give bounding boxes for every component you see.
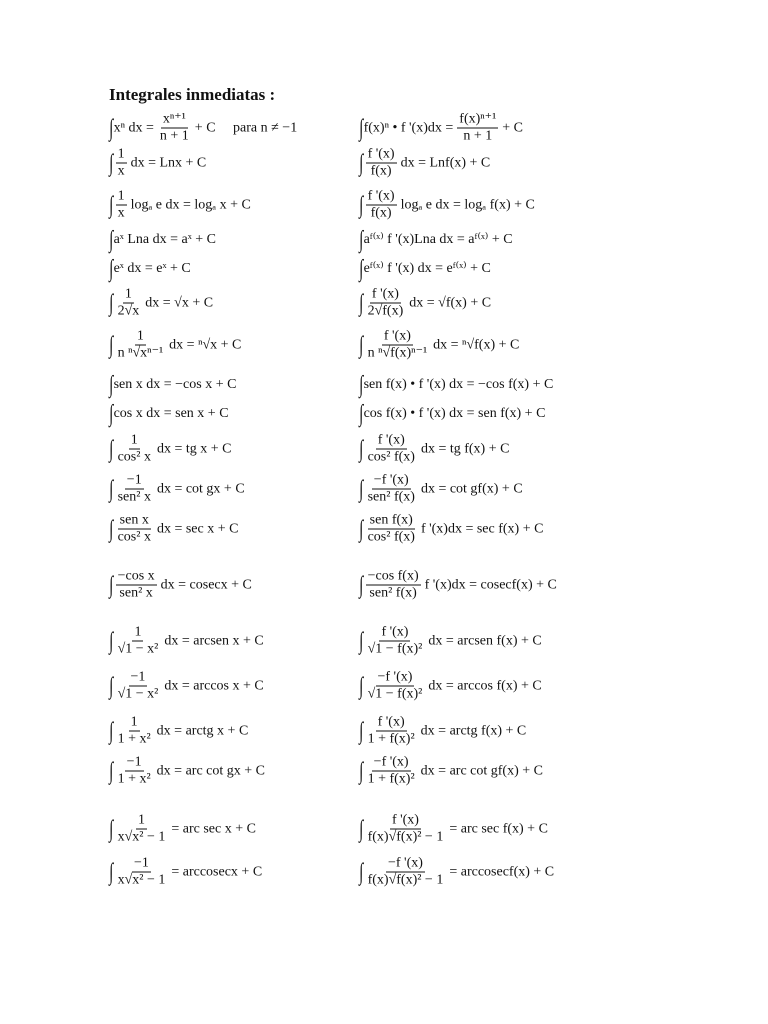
formula [110, 715, 248, 748]
formula [360, 373, 553, 397]
fraction-denominator: f(x) [370, 163, 392, 179]
fraction-numerator: −1 [126, 472, 142, 488]
formula [360, 287, 491, 320]
fraction [366, 189, 397, 222]
fraction [116, 856, 168, 889]
formula [110, 569, 252, 602]
integral-sign-icon: ∫ [109, 227, 114, 253]
fraction-numerator: f '(x) [391, 812, 419, 828]
formula-text: cos x dx = sen x + C [113, 406, 229, 421]
formula [360, 402, 545, 426]
integral-sign-icon: ∫ [109, 192, 114, 218]
fraction-denominator: √1 − x² [117, 641, 159, 657]
formula-result: dx = Lnx + C [130, 155, 207, 170]
fraction [366, 856, 446, 889]
formula-result: dx = arctg x + C [156, 723, 249, 738]
formula-text: cos f(x) • f '(x) dx = sen f(x) + C [363, 406, 546, 421]
formula [360, 755, 543, 788]
integral-sign-icon: ∫ [359, 516, 364, 542]
fraction-denominator: 2√f(x) [367, 303, 404, 319]
integral-sign-icon: ∫ [109, 436, 114, 462]
fraction [366, 755, 417, 788]
fraction-numerator: 1 [130, 714, 138, 730]
fraction [116, 569, 157, 602]
fraction-numerator: f '(x) [383, 328, 411, 344]
integral-sign-icon: ∫ [109, 816, 114, 842]
formula-text: sen f(x) • f '(x) dx = −cos f(x) + C [363, 377, 554, 392]
fraction-denominator: 1 + x² [117, 771, 151, 787]
integral-sign-icon: ∫ [109, 290, 114, 316]
fraction [366, 813, 446, 846]
integral-sign-icon: ∫ [359, 192, 364, 218]
fraction [366, 287, 406, 320]
fraction-denominator: sen² f(x) [369, 585, 417, 601]
integral-sign-icon: ∫ [359, 859, 364, 885]
fraction [116, 287, 142, 320]
fraction-numerator: −f '(x) [373, 754, 409, 770]
fraction-denominator: √1 − f(x)² [367, 641, 423, 657]
fraction-numerator: 1 [117, 188, 125, 204]
formula [110, 112, 297, 145]
page-title: Integrales inmediatas : [109, 85, 276, 104]
formula-text: f(x)ⁿ • f '(x)dx = [363, 120, 454, 135]
formula-result: dx = arccos f(x) + C [428, 678, 542, 693]
formula [110, 147, 206, 180]
formula-row [109, 512, 239, 562]
fraction-numerator: sen x [119, 512, 149, 528]
formula-result: + C para n ≠ −1 [194, 120, 298, 135]
integral-sign-icon: ∫ [359, 332, 364, 358]
integral-sign-icon: ∫ [359, 758, 364, 784]
formula-text: sen x dx = −cos x + C [113, 377, 237, 392]
formula-row [109, 855, 263, 905]
fraction-denominator: cos² x [117, 529, 151, 545]
formula-result: dx = √f(x) + C [409, 295, 492, 310]
formula [110, 625, 264, 658]
formula [110, 228, 216, 252]
integral-sign-icon: ∫ [359, 290, 364, 316]
fraction-denominator: n + 1 [463, 128, 493, 144]
fraction [366, 670, 425, 703]
fraction-denominator: f(x)√f(x)² − 1 [367, 829, 444, 845]
fraction [366, 569, 421, 602]
formula-row [359, 512, 544, 562]
formula-result: dx = cosecx + C [160, 577, 252, 592]
fraction-numerator: −f '(x) [373, 472, 409, 488]
formula-result: dx = cot gf(x) + C [420, 481, 523, 496]
fraction [366, 473, 417, 506]
fraction [366, 625, 425, 658]
formula-result: dx = arctg f(x) + C [420, 723, 527, 738]
formula-result: dx = ⁿ√x + C [169, 337, 242, 352]
fraction-numerator: f '(x) [377, 432, 405, 448]
formula-result: dx = √x + C [145, 295, 214, 310]
fraction-numerator: sen f(x) [369, 512, 413, 528]
fraction-numerator: 1 [137, 812, 145, 828]
formula [110, 513, 238, 546]
fraction-numerator: f(x)ⁿ⁺¹ [459, 111, 497, 127]
fraction-denominator: √1 − f(x)² [367, 686, 423, 702]
formula [360, 473, 523, 506]
integral-sign-icon: ∫ [359, 572, 364, 598]
formula-result: dx = Lnf(x) + C [400, 155, 491, 170]
formula-result: dx = tg f(x) + C [420, 441, 510, 456]
fraction [116, 189, 127, 222]
fraction-numerator: −cos x [117, 568, 155, 584]
formula [360, 625, 542, 658]
integral-sign-icon: ∫ [359, 372, 364, 398]
formula-row [109, 754, 265, 804]
fraction [158, 112, 191, 145]
integral-sign-icon: ∫ [109, 332, 114, 358]
formula [110, 433, 231, 466]
fraction [366, 513, 417, 546]
fraction-denominator: x [117, 205, 125, 221]
formula-result: dx = arcsen x + C [164, 633, 264, 648]
fraction-denominator: 1 + x² [117, 731, 151, 747]
integral-sign-icon: ∫ [359, 718, 364, 744]
fraction [366, 147, 397, 180]
fraction-numerator: 1 [134, 624, 142, 640]
formula-result: + C [502, 120, 523, 135]
integral-sign-icon: ∫ [359, 628, 364, 654]
fraction-numerator: −f '(x) [377, 669, 413, 685]
fraction [116, 433, 153, 466]
fraction-numerator: 1 [136, 328, 144, 344]
integral-sign-icon: ∫ [359, 227, 364, 253]
fraction-denominator: cos² f(x) [367, 529, 415, 545]
formula-result: dx = arccos x + C [164, 678, 264, 693]
formula-row [109, 568, 252, 618]
integral-sign-icon: ∫ [109, 150, 114, 176]
fraction [116, 670, 161, 703]
formula [110, 670, 264, 703]
fraction [116, 813, 168, 846]
formula-result: = arc sec f(x) + C [449, 821, 548, 836]
formula-result: = arccosecx + C [171, 864, 263, 879]
fraction [366, 433, 417, 466]
formula-result: dx = sec x + C [156, 521, 239, 536]
integral-sign-icon: ∫ [109, 115, 114, 141]
formula-text: eᶠ⁽ˣ⁾ f '(x) dx = eᶠ⁽ˣ⁾ + C [363, 261, 491, 276]
formula-result: dx = cot gx + C [156, 481, 245, 496]
fraction-numerator: f '(x) [371, 286, 399, 302]
fraction-denominator: x√x² − 1 [117, 829, 166, 845]
fraction-denominator: f(x) [370, 205, 392, 221]
formula-text: aˣ Lna dx = aˣ + C [113, 232, 216, 247]
fraction-numerator: f '(x) [367, 188, 395, 204]
integral-sign-icon: ∫ [359, 476, 364, 502]
formula [110, 287, 213, 320]
fraction-denominator: 1 + f(x)² [367, 771, 415, 787]
fraction [116, 473, 153, 506]
fraction-denominator: cos² x [117, 449, 151, 465]
fraction-numerator: −cos f(x) [367, 568, 419, 584]
fraction-denominator: sen² x [119, 585, 153, 601]
formula-row [359, 855, 555, 905]
fraction-numerator: −f '(x) [388, 855, 423, 871]
integral-sign-icon: ∫ [109, 476, 114, 502]
formula [360, 147, 490, 180]
fraction-numerator: f '(x) [381, 624, 409, 640]
fraction-denominator: sen² x [117, 489, 151, 505]
integral-sign-icon: ∫ [109, 401, 114, 427]
formula-result: dx = arcsen f(x) + C [428, 633, 542, 648]
formula-row [359, 568, 557, 618]
fraction [116, 329, 166, 362]
formula [110, 402, 229, 426]
integral-sign-icon: ∫ [359, 256, 364, 282]
fraction-denominator: 1 + f(x)² [367, 731, 415, 747]
formula-result: f '(x)dx = cosecf(x) + C [424, 577, 557, 592]
integral-sign-icon: ∫ [359, 115, 364, 141]
fraction-numerator: xⁿ⁺¹ [162, 111, 186, 127]
integral-sign-icon: ∫ [359, 673, 364, 699]
fraction-denominator: n ⁿ√xⁿ⁻¹ [117, 345, 164, 361]
fraction-numerator: f '(x) [367, 146, 395, 162]
formula [360, 329, 519, 362]
fraction [116, 147, 127, 180]
fraction [457, 112, 498, 145]
fraction-numerator: 1 [117, 146, 125, 162]
fraction [366, 715, 417, 748]
formula [360, 715, 526, 748]
integral-sign-icon: ∫ [359, 150, 364, 176]
integral-sign-icon: ∫ [109, 758, 114, 784]
formula-result: logₐ e dx = logₐ x + C [130, 197, 251, 212]
formula-result: = arc sec x + C [171, 821, 256, 836]
formula [110, 755, 265, 788]
formula [110, 329, 241, 362]
fraction-denominator: f(x)√f(x)² − 1 [367, 872, 444, 888]
formula-result: dx = arc cot gf(x) + C [420, 763, 543, 778]
integral-sign-icon: ∫ [109, 256, 114, 282]
formula-result: logₐ e dx = logₐ f(x) + C [400, 197, 535, 212]
integral-sign-icon: ∫ [359, 436, 364, 462]
formula-result: f '(x)dx = sec f(x) + C [420, 521, 544, 536]
formula-text: eˣ dx = eˣ + C [113, 261, 191, 276]
formula [360, 670, 542, 703]
formula [360, 112, 523, 145]
fraction-denominator: x√x² − 1 [117, 872, 166, 888]
integral-sign-icon: ∫ [109, 628, 114, 654]
fraction [366, 329, 430, 362]
formula [110, 257, 191, 281]
fraction-denominator: n ⁿ√f(x)ⁿ⁻¹ [367, 345, 428, 361]
fraction-numerator: 1 [124, 286, 132, 302]
formula [110, 813, 256, 846]
fraction [116, 513, 153, 546]
formula [360, 189, 535, 222]
fraction-numerator: −1 [126, 754, 142, 770]
fraction-numerator: −1 [134, 855, 149, 871]
fraction-numerator: f '(x) [377, 714, 405, 730]
integral-sign-icon: ∫ [109, 718, 114, 744]
formula [360, 813, 548, 846]
formula-result: dx = ⁿ√f(x) + C [433, 337, 520, 352]
integral-sign-icon: ∫ [359, 401, 364, 427]
fraction-denominator: x [117, 163, 125, 179]
integral-sign-icon: ∫ [109, 572, 114, 598]
formula [360, 228, 513, 252]
integral-sign-icon: ∫ [109, 673, 114, 699]
formula-result: dx = arc cot gx + C [156, 763, 265, 778]
fraction-denominator: n + 1 [159, 128, 189, 144]
formula [360, 257, 491, 281]
formula [110, 189, 251, 222]
formula [110, 373, 236, 397]
formula [360, 433, 509, 466]
integral-sign-icon: ∫ [109, 516, 114, 542]
fraction-denominator: √1 − x² [117, 686, 159, 702]
fraction-denominator: 2√x [117, 303, 140, 319]
formula [360, 569, 557, 602]
formula-result: = arccosecf(x) + C [449, 864, 555, 879]
fraction-numerator: −1 [130, 669, 146, 685]
formula-result: dx = tg x + C [156, 441, 232, 456]
formula [110, 473, 245, 506]
fraction [116, 625, 161, 658]
formula-text: xⁿ dx = [113, 120, 154, 135]
integral-sign-icon: ∫ [109, 372, 114, 398]
fraction-numerator: 1 [130, 432, 138, 448]
fraction [116, 755, 153, 788]
fraction-denominator: sen² f(x) [367, 489, 415, 505]
formula [360, 856, 554, 889]
formula [110, 856, 262, 889]
formula [360, 513, 543, 546]
integral-sign-icon: ∫ [359, 816, 364, 842]
fraction-denominator: cos² f(x) [367, 449, 415, 465]
formula-row [359, 754, 543, 804]
integral-sign-icon: ∫ [109, 859, 114, 885]
fraction [116, 715, 153, 748]
formula-text: aᶠ⁽ˣ⁾ f '(x)Lna dx = aᶠ⁽ˣ⁾ + C [363, 232, 513, 247]
